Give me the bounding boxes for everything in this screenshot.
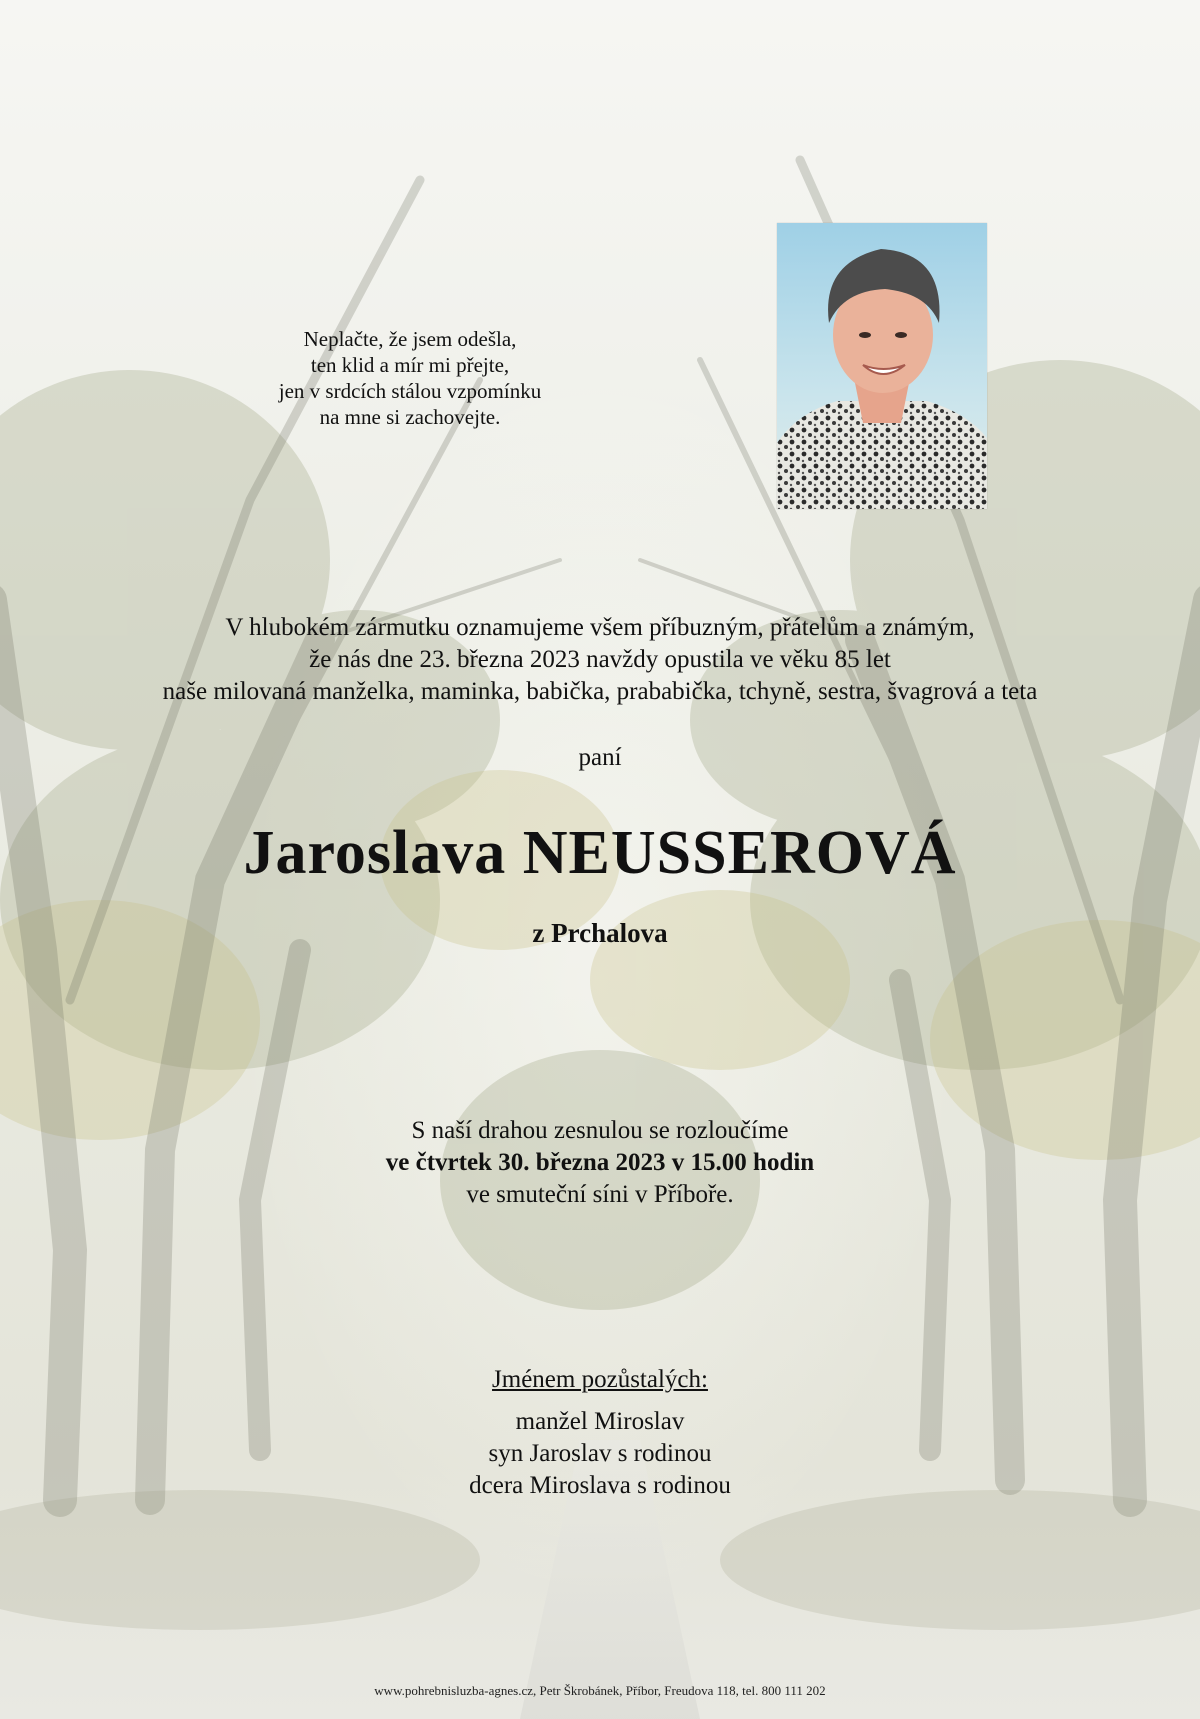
- mourner-item: manžel Miroslav: [515, 1408, 685, 1435]
- portrait-photo: [777, 223, 987, 509]
- verse-line: na mne si zachovejte.: [319, 405, 501, 429]
- honorific: paní: [578, 744, 622, 771]
- death-announcement: [0, 612, 1200, 708]
- funeral-details: [0, 1115, 1200, 1211]
- mourners-list: [0, 1406, 1200, 1502]
- funeral-service-footer: www.pohrebnisluzba-agnes.cz, Petr Škrobánek, Příbor, Freudova 118, tel. 800 111 202: [374, 1683, 826, 1698]
- deceased-origin: z Prchalova: [532, 918, 668, 948]
- announcement-line: že nás dne 23. března 2023 navždy opustila ve věku 85 let: [309, 646, 891, 673]
- announcement-line: naše milovaná manželka, maminka, babička, prababička, tchyně, sestra, švagrová a teta: [162, 678, 1038, 705]
- memorial-verse: [250, 326, 570, 430]
- mourners-section: [0, 1364, 1200, 1502]
- ceremony-date-time: ve čtvrtek 30. března 2023 v 15.00 hodin: [385, 1149, 815, 1176]
- verse-line: ten klid a mír mi přejte,: [310, 353, 510, 377]
- announcement-line: V hlubokém zármutku oznamujeme všem příbuzným, přátelům a známým,: [225, 614, 975, 641]
- verse-line: jen v srdcích stálou vzpomínku: [278, 379, 542, 403]
- mourner-item: syn Jaroslav s rodinou: [488, 1440, 712, 1467]
- deceased-name: Jaroslava NEUSSEROVÁ: [243, 819, 957, 887]
- ceremony-place: ve smuteční síni v Příboře.: [466, 1181, 734, 1208]
- mourners-heading: Jménem pozůstalých:: [492, 1366, 708, 1393]
- ceremony-intro: S naší drahou zesnulou se rozloučíme: [411, 1117, 789, 1144]
- verse-line: Neplačte, že jsem odešla,: [303, 327, 517, 351]
- mourner-item: dcera Miroslava s rodinou: [469, 1472, 731, 1499]
